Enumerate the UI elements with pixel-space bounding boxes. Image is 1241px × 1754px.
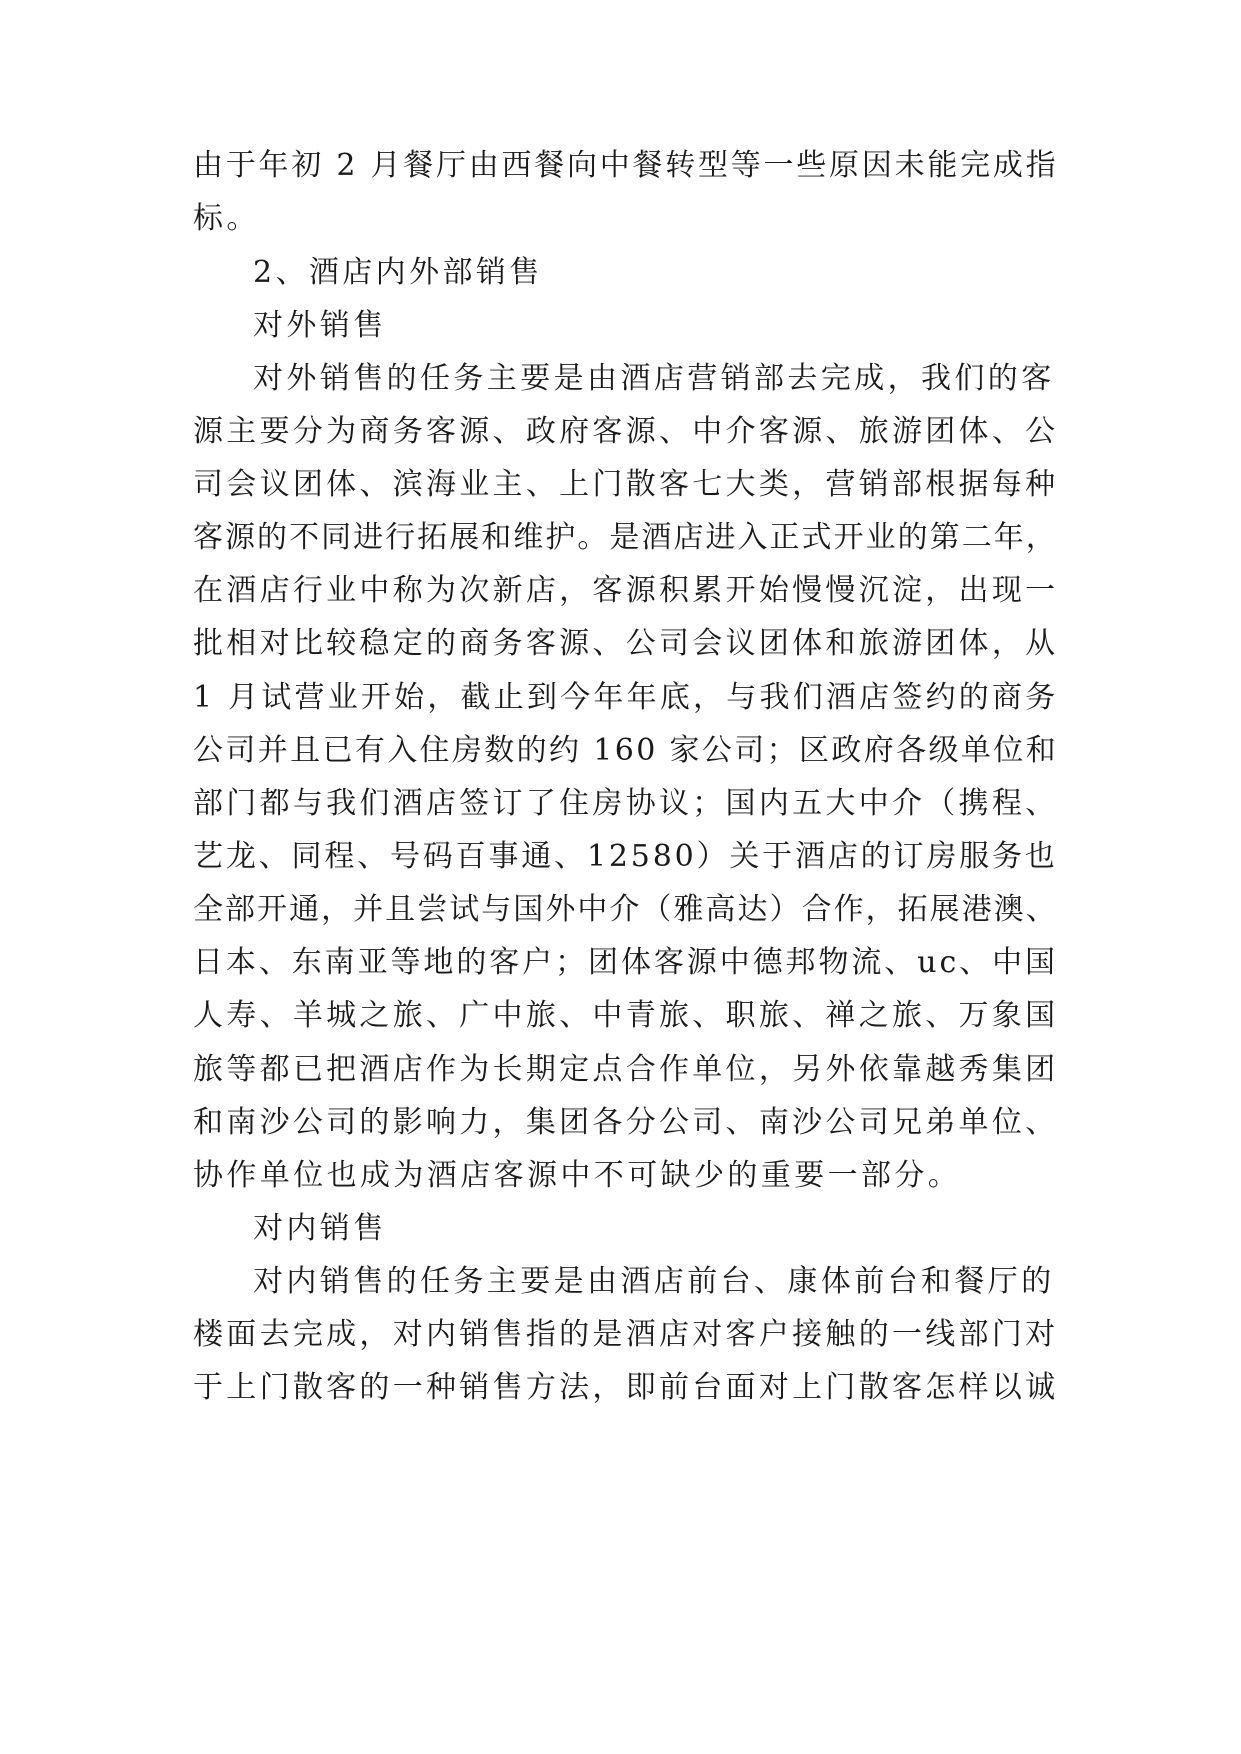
text-line: 楼面去完成，对内销售指的是酒店对客户接触的一线部门对	[193, 1317, 1059, 1352]
text-line: 部门都与我们酒店签订了住房协议；国内五大中介（携程、	[193, 786, 1059, 821]
text-line: 艺龙、同程、号码百事通、12580）关于酒店的订房服务也	[193, 839, 1058, 874]
text-line: 公司并且已有入住房数的约 160 家公司；区政府各级单位和	[193, 733, 1058, 768]
text-line: 于上门散客的一种销售方法，即前台面对上门散客怎样以诚	[193, 1370, 1059, 1405]
text-line: 由于年初 2 月餐厅由西餐向中餐转型等一些原因未能完成指	[193, 148, 1059, 183]
subsection-heading: 对内销售	[253, 1211, 387, 1246]
text-line: 全部开通，并且尝试与国外中介（雅高达）合作，拓展港澳、	[193, 892, 1058, 927]
text-line: 司会议团体、滨海业主、上门散客七大类，营销部根据每种	[193, 467, 1059, 502]
text-line: 对外销售的任务主要是由酒店营销部去完成，我们的客	[253, 361, 1055, 396]
text-line: 和南沙公司的影响力，集团各分公司、南沙公司兄弟单位、	[193, 1105, 1059, 1140]
text-line: 日本、东南亚等地的客户；团体客源中德邦物流、uc、中国	[193, 945, 1058, 980]
section-heading: 2、酒店内外部销售	[253, 255, 543, 290]
subsection-heading: 对外销售	[253, 308, 387, 343]
text-line: 人寿、羊城之旅、广中旅、中青旅、职旅、禅之旅、万象国	[193, 998, 1059, 1033]
text-line: 旅等都已把酒店作为长期定点合作单位，另外依靠越秀集团	[193, 1052, 1059, 1087]
text-line: 源主要分为商务客源、政府客源、中介客源、旅游团体、公	[193, 414, 1059, 449]
text-line: 在酒店行业中称为次新店，客源积累开始慢慢沉淀，出现一	[193, 573, 1059, 608]
text-line: 1 月试营业开始，截止到今年年底，与我们酒店签约的商务	[193, 680, 1059, 715]
text-line: 标。	[193, 201, 260, 236]
text-line: 对内销售的任务主要是由酒店前台、康体前台和餐厅的	[253, 1264, 1055, 1299]
text-line: 客源的不同进行拓展和维护。是酒店进入正式开业的第二年，	[193, 520, 1058, 555]
text-line: 批相对比较稳定的商务客源、公司会议团体和旅游团体，从	[193, 626, 1059, 661]
text-line: 协作单位也成为酒店客源中不可缺少的重要一部分。	[193, 1158, 962, 1193]
